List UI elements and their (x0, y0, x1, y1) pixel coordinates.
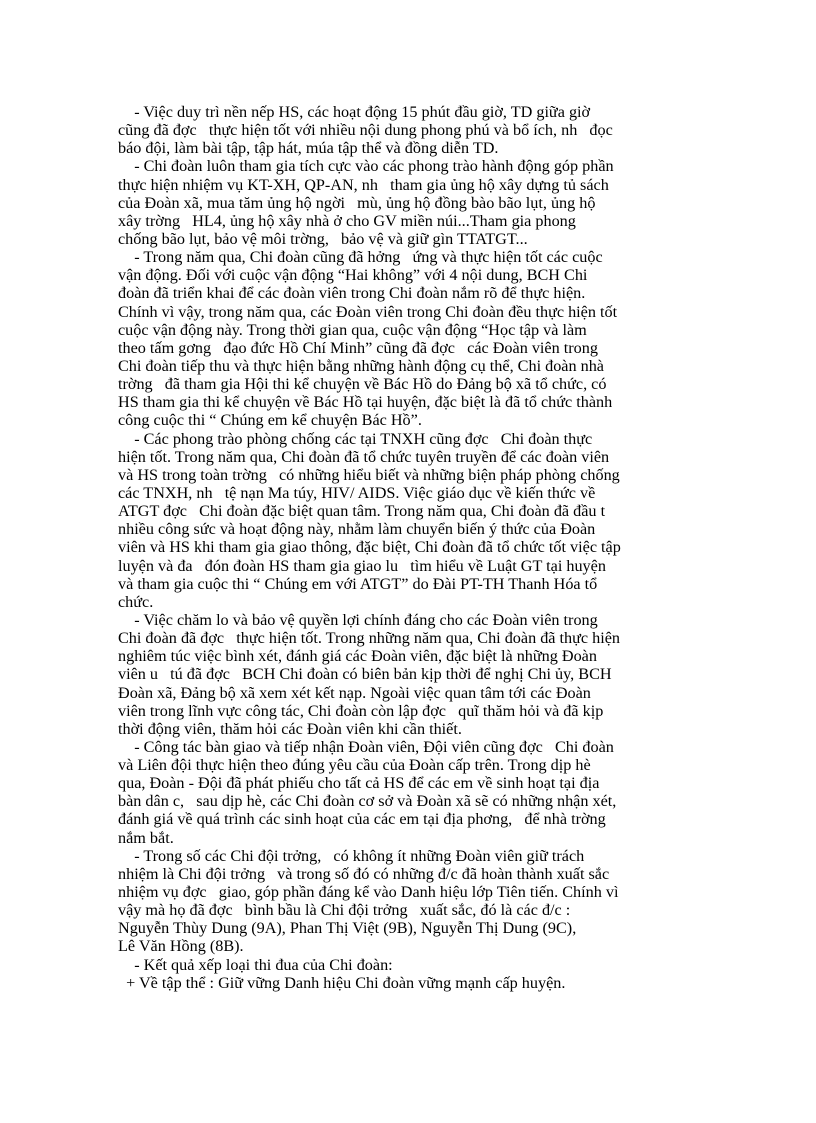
text-line: đoàn đã triển khai để các đoàn viên trong Chi đoàn nắm rõ để thực hiện. (118, 284, 586, 303)
text-line: Chính vì vậy, trong năm qua, các Đoàn viên trong Chi đoàn đều thực hiện tốt (118, 302, 618, 321)
text-line: - Công tác bàn giao và tiếp nhận Đoàn viên, Đội viên cũng đợc Chi đoàn (118, 737, 614, 756)
text-line: Nguyễn Thùy Dung (9A), Phan Thị Việt (9B), Nguyễn Thị Dung (9C), (118, 919, 577, 938)
text-line: Đoàn xã, Đảng bộ xã xem xét kết nạp. Ngoài việc quan tâm tới các Đoàn (118, 683, 591, 702)
text-line: + Về tập thể : Giữ vững Danh hiệu Chi đoàn vững mạnh cấp huyện. (118, 973, 566, 992)
text-line: của Đoàn xã, mua tăm ủng hộ ngời mù, ủng hộ đồng bào bão lụt, ủng hộ (118, 193, 596, 212)
text-line: chống bão lụt, bảo vệ môi trờng, bảo vệ và giữ gìn TTATGT... (118, 229, 528, 248)
text-line: báo đội, làm bài tập, tập hát, múa tập thể và đồng diễn TD. (118, 139, 499, 158)
text-line: chức. (118, 592, 154, 611)
text-line: theo tấm gơng đạo đức Hồ Chí Minh” cũng đã đợc các Đoàn viên trong (118, 338, 598, 357)
text-line: hiện tốt. Trong năm qua, Chi đoàn đã tổ chức tuyên truyền để các đoàn viên (118, 447, 610, 466)
text-line: và HS trong toàn trờng có những hiểu biết và những biện pháp phòng chống (118, 465, 620, 484)
text-line: cũng đã đợc thực hiện tốt với nhiều nội dung phong phú và bổ ích, nh đọc (118, 121, 613, 140)
text-line: - Việc chăm lo và bảo vệ quyền lợi chính đáng cho các Đoàn viên trong (118, 610, 598, 629)
text-line: và tham gia cuộc thi “ Chúng em với ATGT” do Đài PT-TH Thanh Hóa tổ (118, 574, 598, 593)
text-line: cuộc vận động này. Trong thời gian qua, cuộc vận động “Học tập và làm (118, 320, 587, 339)
text-line: - Các phong trào phòng chống các tại TNXH cũng đợc Chi đoàn thực (118, 429, 593, 448)
text-line: - Trong số các Chi đội trởng, có không ít những Đoàn viên giữ trách (118, 846, 585, 865)
text-line: qua, Đoàn - Đội đã phát phiếu cho tất cả HS để các em về sinh hoạt tại địa (118, 774, 600, 793)
text-line: và Liên đội thực hiện theo đúng yêu cầu của Đoàn cấp trên. Trong dịp hè (118, 756, 591, 775)
text-line: nhiệm vụ đợc giao, góp phần đáng kể vào Danh hiệu lớp Tiên tiến. Chính vì (118, 883, 619, 902)
text-line: bàn dân c, sau dịp hè, các Chi đoàn cơ sở và Đoàn xã sẽ có những nhận xét, (118, 792, 617, 811)
text-line: ATGT đợc Chi đoàn đặc biệt quan tâm. Trong năm qua, Chi đoàn đã đầu t (118, 502, 606, 521)
text-line: Chi đoàn tiếp thu và thực hiện bằng những hành động cụ thể, Chi đoàn nhà (118, 356, 604, 375)
text-line: luyện và đa đón đoàn HS tham gia giao lu tìm hiểu về Luật GT tại huyện (118, 556, 606, 575)
text-line: vậy mà họ đã đợc bình bầu là Chi đội trởng xuất sắc, đó là các đ/c : (118, 901, 571, 920)
text-line: công cuộc thi “ Chúng em kể chuyện Bác Hồ”. (118, 411, 422, 430)
text-line: Chi đoàn đã đợc thực hiện tốt. Trong những năm qua, Chi đoàn đã thực hiện (118, 629, 621, 648)
text-line: thực hiện nhiệm vụ KT-XH, QP-AN, nh tham gia ủng hộ xây dựng tủ sách (118, 175, 609, 194)
text-line: nghiêm túc việc bình xét, đánh giá các Đoàn viên, đặc biệt là những Đoàn (118, 647, 597, 666)
text-line: nhiệm là Chi đội trởng và trong số đó có những đ/c đã hoàn thành xuất sắc (118, 864, 610, 883)
text-line: HS tham gia thi kể chuyện về Bác Hồ tại huyện, đặc biệt là đã tổ chức thành (118, 393, 613, 412)
text-line: - Việc duy trì nền nếp HS, các hoạt động 15 phút đầu giờ, TD giữa giờ (118, 103, 591, 121)
text-line: đánh giá về quá trình các sinh hoạt của các em tại địa phơng, để nhà trờng (118, 810, 606, 829)
text-line: xây trờng HL4, ủng hộ xây nhà ở cho GV miền núi...Tham gia phong (118, 211, 576, 230)
text-line: - Trong năm qua, Chi đoàn cũng đã hởng ứng và thực hiện tốt các cuộc (118, 248, 603, 267)
text-line: - Chi đoàn luôn tham gia tích cực vào các phong trào hành động góp phần (118, 157, 614, 176)
text-line: Lê Văn Hồng (8B). (118, 937, 244, 956)
document-body (118, 103, 698, 992)
text-line: nắm bắt. (118, 828, 174, 847)
text-line: viên trong lĩnh vực công tác, Chi đoàn còn lập đợc quĩ thăm hỏi và đã kịp (118, 701, 604, 720)
text-line: nhiều công sức và hoạt động này, nhằm làm chuyển biến ý thức của Đoàn (118, 520, 596, 539)
text-line: - Kết quả xếp loại thi đua của Chi đoàn: (118, 955, 393, 974)
text-line: vận động. Đối với cuộc vận động “Hai không” với 4 nội dung, BCH Chi (118, 266, 588, 285)
text-line: viên u tú đã đợc BCH Chi đoàn có biên bản kịp thời để nghị Chi ủy, BCH (118, 665, 612, 684)
text-line: các TNXH, nh tệ nạn Ma túy, HIV/ AIDS. Việc giáo dục về kiến thức về (118, 483, 596, 502)
text-line: viên và HS khi tham gia giao thông, đặc biệt, Chi đoàn đã tổ chức tốt việc tập (118, 538, 621, 557)
text-line: trờng đã tham gia Hội thi kể chuyện về Bác Hồ do Đảng bộ xã tổ chức, có (118, 375, 607, 394)
text-line: thời động viên, thăm hỏi các Đoàn viên khi cần thiết. (118, 719, 462, 738)
